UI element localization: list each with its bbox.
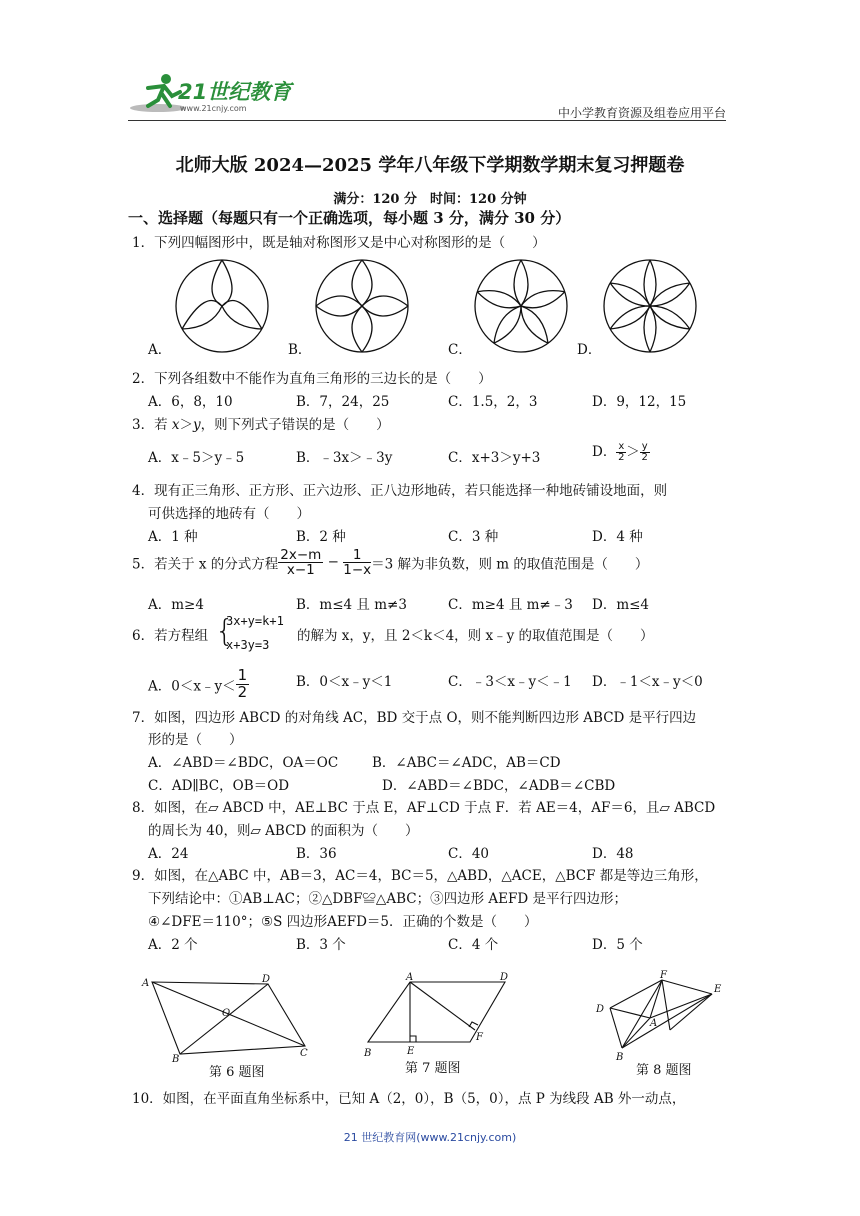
q6-option-a: A．0＜x﹣y＜ $\frac{1}{2}$ xyxy=(148,666,248,701)
svg-text:D: D xyxy=(500,972,509,983)
q9-option-b: B．3 个 xyxy=(296,937,346,953)
q9-stem-line1: 9．如图，在△ABC 中，AB＝3，AC＝4，BC＝5，△ABD，△ACE，△BCF 都是等边三角形， xyxy=(132,868,708,884)
q3-stem: 3．若 x＞y，则下列式子错误的是（ ） xyxy=(132,417,390,433)
q7-option-d: D．∠ABD＝∠BDC，∠ADB＝∠CBD xyxy=(382,778,616,794)
q3-option-d: D． $\frac{x}{2}$ ＞ $\frac{y}{2}$ xyxy=(592,440,648,463)
q8-stem-line1: 8．如图，在▱ ABCD 中，AE⊥BC 于点 E，AF⊥CD 于点 F．若 AE＝4，AF＝6，且▱ ABCD xyxy=(132,800,716,816)
q6-brace: { xyxy=(215,614,235,649)
svg-text:E: E xyxy=(714,984,722,995)
q5-option-d: D．m≤4 xyxy=(592,597,650,613)
footer-link[interactable]: 21 世纪教育网(www.21cnjy.com) xyxy=(343,1131,517,1144)
q9-option-a: A．2 个 xyxy=(148,937,198,953)
svg-text:B: B xyxy=(616,1052,624,1063)
svg-text:O: O xyxy=(222,1008,231,1019)
q2-option-b: B．7，24，25 xyxy=(296,394,390,410)
q1-label-b: B． xyxy=(288,342,312,358)
q2-option-d: D．9，12，15 xyxy=(592,394,687,410)
figure-caption-q8: 第 8 题图 xyxy=(636,1063,692,1078)
q9-stem-line3: ④∠DFE＝110°；⑤S 四边形AEFD＝5．正确的个数是（ ） xyxy=(148,914,538,930)
figure-q7 xyxy=(360,970,520,1062)
figure-q8 xyxy=(590,968,730,1064)
header-divider xyxy=(128,120,726,121)
q4-option-a: A．1 种 xyxy=(148,529,198,545)
q7-option-c: C．AD∥BC，OB＝OD xyxy=(148,778,290,794)
q5-option-b: B．m≤4 且 m≠3 xyxy=(296,597,407,613)
q5-stem: 5．若关于 x 的分式方程 $\frac{2x-m}{x-1}$ − $\frac{1}{1-x}$ ＝3 解为非负数，则 m 的取值范围是（ ） xyxy=(132,547,649,579)
q7-option-a: A．∠ABD＝∠BDC，OA＝OC xyxy=(148,755,339,771)
svg-text:D: D xyxy=(262,974,271,985)
q8-stem-line2: 的周长为 40，则▱ ABCD 的面积为（ ） xyxy=(148,823,419,839)
header-platform-text: 中小学教育资源及组卷应用平台 xyxy=(557,106,726,120)
svg-text:B: B xyxy=(364,1048,372,1059)
q6-stem-b: 的解为 x，y，且 2＜k＜4，则 x﹣y 的取值范围是（ ） xyxy=(297,628,654,644)
logo-text: 21世纪教育 xyxy=(178,80,292,104)
svg-text:A: A xyxy=(650,1018,658,1029)
q3-option-c: C．x+3＞y+3 xyxy=(448,450,541,466)
q9-option-c: C．4 个 xyxy=(448,937,499,953)
page-title: 北师大版 2024—2025 学年八年级下学期数学期末复习押题卷 xyxy=(175,155,685,176)
q6-option-c: C．﹣3＜x﹣y＜﹣1 xyxy=(448,674,572,690)
q3-option-b: B．﹣3x＞﹣3y xyxy=(296,450,393,466)
figure-caption-q7: 第 7 题图 xyxy=(405,1061,461,1076)
q6-option-d: D．﹣1＜x﹣y＜0 xyxy=(592,674,703,690)
q1-figure-a xyxy=(172,256,272,356)
q1-label-d: D． xyxy=(577,342,602,358)
q4-option-c: C．3 种 xyxy=(448,529,499,545)
q9-option-d: D．5 个 xyxy=(592,937,643,953)
q1-figure-c xyxy=(471,256,571,356)
logo-url: www.21cnjy.com xyxy=(180,104,247,113)
figure-caption-q6: 第 6 题图 xyxy=(209,1065,265,1080)
q1-label-c: C． xyxy=(448,342,472,358)
q7-stem-line2: 形的是（ ） xyxy=(148,732,243,748)
svg-text:F: F xyxy=(660,970,667,981)
q3-option-a: A．x﹣5＞y﹣5 xyxy=(148,450,245,466)
svg-text:A: A xyxy=(142,978,150,989)
q8-option-c: C．40 xyxy=(448,846,490,862)
q7-option-b: B．∠ABC＝∠ADC，AB＝CD xyxy=(372,755,561,771)
q8-option-d: D．48 xyxy=(592,846,634,862)
svg-text:A: A xyxy=(406,972,414,983)
svg-text:B: B xyxy=(172,1054,180,1062)
svg-text:F: F xyxy=(476,1032,483,1043)
section-heading: 一、选择题（每题只有一个正确选项，每小题 3 分，满分 30 分） xyxy=(128,209,571,227)
svg-text:C: C xyxy=(300,1048,308,1059)
q4-stem-line1: 4．现有正三角形、正方形、正六边形、正八边形地砖，若只能选择一种地砖铺设地面，则 xyxy=(132,483,668,499)
q1-label-a: A． xyxy=(148,342,172,358)
q7-stem-line1: 7．如图，四边形 ABCD 的对角线 AC，BD 交于点 O，则不能判断四边形 ABCD 是平行四边 xyxy=(132,710,697,726)
q5-option-a: A．m≥4 xyxy=(148,597,204,613)
q2-stem: 2．下列各组数中不能作为直角三角形的三边长的是（ ） xyxy=(132,371,492,387)
q1-figure-b xyxy=(312,256,412,356)
svg-text:E: E xyxy=(407,1046,415,1057)
q5-option-c: C．m≥4 且 m≠﹣3 xyxy=(448,597,573,613)
q2-option-a: A．6，8，10 xyxy=(148,394,233,410)
q4-option-b: B．2 种 xyxy=(296,529,346,545)
q10-stem-line1: 10．如图，在平面直角坐标系中，已知 A（2，0），B（5，0），点 P 为线段 AB 外一动点， xyxy=(132,1091,686,1107)
q6-option-b: B．0＜x﹣y＜1 xyxy=(296,674,393,690)
q8-option-b: B．36 xyxy=(296,846,337,862)
q9-stem-line2: 下列结论中：①AB⊥AC；②△DBF≌△ABC；③四边形 AEFD 是平行四边形； xyxy=(148,891,627,907)
q8-option-a: A．24 xyxy=(148,846,189,862)
q1-stem: 1．下列四幅图形中，既是轴对称图形又是中心对称图形的是（ ） xyxy=(132,235,546,251)
q6-eq1: 3x+y=k+1 xyxy=(226,614,284,628)
q2-option-c: C．1.5，2，3 xyxy=(448,394,538,410)
exam-info: 满分：120 分 时间：120 分钟 xyxy=(333,192,527,207)
q6-eq2: x+3y=3 xyxy=(226,638,270,652)
q1-figure-d xyxy=(600,256,700,356)
svg-text:D: D xyxy=(596,1004,605,1015)
q6-stem-a: 6．若方程组 xyxy=(132,628,209,644)
q4-stem-line2: 可供选择的地砖有（ ） xyxy=(148,506,310,522)
figure-q6 xyxy=(140,972,320,1062)
q4-option-d: D．4 种 xyxy=(592,529,643,545)
